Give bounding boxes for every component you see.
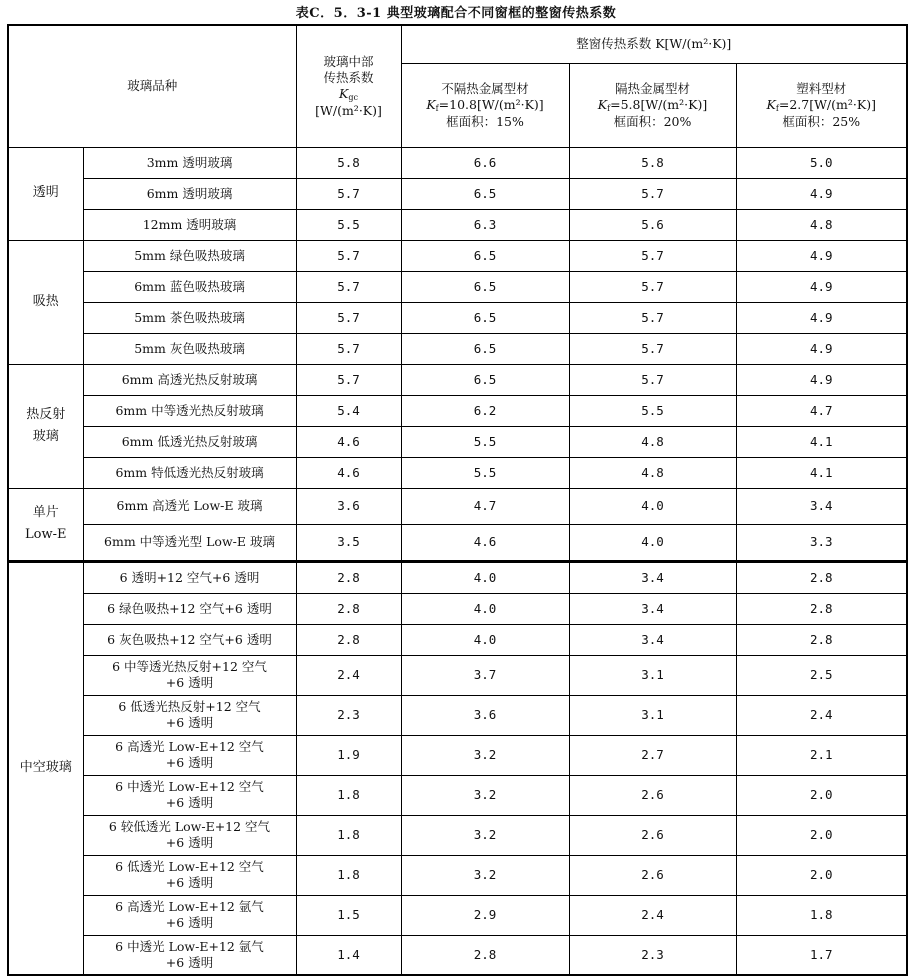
header-glass-type: 玻璃品种	[8, 25, 296, 147]
glass-name: 6 绿色吸热+12 空气+6 透明	[83, 593, 296, 624]
value-cell: 2.1	[736, 735, 907, 775]
value-cell: 4.9	[736, 271, 907, 302]
value-cell: 3.2	[401, 735, 569, 775]
value-cell: 4.0	[401, 562, 569, 593]
value-cell: 2.0	[736, 815, 907, 855]
glass-name: 6mm 中等透光型 Low-E 玻璃	[83, 524, 296, 561]
value-cell: 4.1	[736, 457, 907, 488]
value-cell: 1.8	[296, 815, 401, 855]
table-row	[8, 524, 907, 561]
value-cell: 2.4	[569, 895, 736, 935]
value-cell: 5.4	[296, 395, 401, 426]
value-cell: 2.5	[736, 655, 907, 695]
value-cell: 4.7	[736, 395, 907, 426]
value-cell: 2.4	[296, 655, 401, 695]
glass-name: 6 高透光 Low-E+12 氩气 +6 透明	[83, 895, 296, 935]
value-cell: 4.8	[569, 457, 736, 488]
glass-name: 6 低透光热反射+12 空气 +6 透明	[83, 695, 296, 735]
value-cell: 4.8	[736, 209, 907, 240]
value-cell: 5.7	[296, 302, 401, 333]
table-row	[8, 488, 907, 524]
table-row	[8, 855, 907, 895]
value-cell: 2.6	[569, 855, 736, 895]
value-cell: 2.7	[569, 735, 736, 775]
group-label-single-lowe: 单片 Low-E	[8, 488, 83, 561]
value-cell: 5.5	[569, 395, 736, 426]
value-cell: 3.1	[569, 655, 736, 695]
glass-name: 6 高透光 Low-E+12 空气 +6 透明	[83, 735, 296, 775]
table-row	[8, 240, 907, 271]
value-cell: 1.9	[296, 735, 401, 775]
table-row	[8, 593, 907, 624]
glass-name: 6 透明+12 空气+6 透明	[83, 562, 296, 593]
table-row	[8, 395, 907, 426]
table-row	[8, 624, 907, 655]
value-cell: 5.7	[569, 302, 736, 333]
value-cell: 1.8	[296, 775, 401, 815]
value-cell: 2.0	[736, 775, 907, 815]
value-cell: 4.9	[736, 364, 907, 395]
value-cell: 6.5	[401, 333, 569, 364]
value-cell: 2.6	[569, 815, 736, 855]
value-cell: 6.5	[401, 302, 569, 333]
value-cell: 2.9	[401, 895, 569, 935]
value-cell: 6.5	[401, 178, 569, 209]
value-cell: 4.0	[569, 488, 736, 524]
value-cell: 3.6	[401, 695, 569, 735]
table-row	[8, 271, 907, 302]
value-cell: 5.5	[296, 209, 401, 240]
value-cell: 4.9	[736, 333, 907, 364]
table-row	[8, 457, 907, 488]
value-cell: 5.7	[296, 333, 401, 364]
value-cell: 5.0	[736, 147, 907, 178]
value-cell: 1.8	[736, 895, 907, 935]
table-row	[8, 333, 907, 364]
glass-name: 3mm 透明玻璃	[83, 147, 296, 178]
value-cell: 4.7	[401, 488, 569, 524]
value-cell: 6.2	[401, 395, 569, 426]
value-cell: 4.0	[401, 593, 569, 624]
value-cell: 4.9	[736, 302, 907, 333]
glass-name: 6mm 蓝色吸热玻璃	[83, 271, 296, 302]
value-cell: 2.8	[296, 593, 401, 624]
glass-name: 6 灰色吸热+12 空气+6 透明	[83, 624, 296, 655]
table-row	[8, 695, 907, 735]
value-cell: 5.5	[401, 426, 569, 457]
value-cell: 1.4	[296, 935, 401, 975]
glass-name: 6mm 低透光热反射玻璃	[83, 426, 296, 457]
value-cell: 3.2	[401, 855, 569, 895]
value-cell: 5.5	[401, 457, 569, 488]
value-cell: 4.9	[736, 240, 907, 271]
glass-name: 6 低透光 Low-E+12 空气 +6 透明	[83, 855, 296, 895]
group-label-insulated: 中空玻璃	[8, 562, 83, 975]
group-label-reflective: 热反射 玻璃	[8, 364, 83, 488]
value-cell: 4.6	[401, 524, 569, 561]
group-label-absorbing: 吸热	[8, 240, 83, 364]
table-row	[8, 302, 907, 333]
value-cell: 3.7	[401, 655, 569, 695]
header-center-k: 玻璃中部 传热系数 $K_{gc}$ [W/(m²·K)]	[296, 25, 401, 147]
value-cell: 5.7	[296, 364, 401, 395]
glass-name: 6mm 特低透光热反射玻璃	[83, 457, 296, 488]
value-cell: 2.8	[401, 935, 569, 975]
value-cell: 5.7	[296, 178, 401, 209]
glass-name: 6 较低透光 Low-E+12 空气 +6 透明	[83, 815, 296, 855]
value-cell: 5.8	[296, 147, 401, 178]
table-row	[8, 209, 907, 240]
value-cell: 5.7	[296, 240, 401, 271]
glass-name: 6 中透光 Low-E+12 氩气 +6 透明	[83, 935, 296, 975]
k-value-table-insulated	[7, 561, 908, 976]
table-row	[8, 735, 907, 775]
value-cell: 3.2	[401, 775, 569, 815]
value-cell: 3.1	[569, 695, 736, 735]
value-cell: 6.5	[401, 364, 569, 395]
value-cell: 4.0	[569, 524, 736, 561]
value-cell: 5.7	[569, 333, 736, 364]
value-cell: 5.7	[569, 178, 736, 209]
table-row	[8, 364, 907, 395]
value-cell: 2.6	[569, 775, 736, 815]
value-cell: 3.4	[569, 562, 736, 593]
group-label-clear: 透明	[8, 147, 83, 240]
value-cell: 1.7	[736, 935, 907, 975]
value-cell: 6.5	[401, 271, 569, 302]
table-row	[8, 426, 907, 457]
glass-name: 12mm 透明玻璃	[83, 209, 296, 240]
glass-name: 6 中透光 Low-E+12 空气 +6 透明	[83, 775, 296, 815]
value-cell: 5.6	[569, 209, 736, 240]
value-cell: 4.9	[736, 178, 907, 209]
glass-name: 6mm 中等透光热反射玻璃	[83, 395, 296, 426]
glass-name: 6mm 透明玻璃	[83, 178, 296, 209]
header-frame-2: 塑料型材 $K_f=2.7[W/(m^2\cdot K)]$ 框面积：25%	[736, 63, 907, 147]
table-row	[8, 655, 907, 695]
value-cell: 6.6	[401, 147, 569, 178]
value-cell: 5.7	[296, 271, 401, 302]
value-cell: 2.8	[736, 593, 907, 624]
glass-name: 6mm 高透光 Low-E 玻璃	[83, 488, 296, 524]
value-cell: 2.4	[736, 695, 907, 735]
value-cell: 3.4	[569, 624, 736, 655]
table-row	[8, 935, 907, 975]
glass-name: 5mm 绿色吸热玻璃	[83, 240, 296, 271]
value-cell: 2.0	[736, 855, 907, 895]
value-cell: 3.5	[296, 524, 401, 561]
value-cell: 4.0	[401, 624, 569, 655]
header-frame-0: 不隔热金属型材 $K_f=10.8[W/(m^2\cdot K)]$ 框面积：15%	[401, 63, 569, 147]
table-row	[8, 178, 907, 209]
table-row	[8, 147, 907, 178]
value-cell: 1.5	[296, 895, 401, 935]
value-cell: 2.8	[296, 624, 401, 655]
value-cell: 6.3	[401, 209, 569, 240]
header-window-k: 整窗传热系数 K[W/(m²·K)]	[401, 25, 907, 63]
value-cell: 3.4	[569, 593, 736, 624]
value-cell: 4.8	[569, 426, 736, 457]
value-cell: 2.8	[296, 562, 401, 593]
value-cell: 4.6	[296, 457, 401, 488]
table-row	[8, 895, 907, 935]
value-cell: 1.8	[296, 855, 401, 895]
table-row	[8, 562, 907, 593]
glass-name: 6 中等透光热反射+12 空气 +6 透明	[83, 655, 296, 695]
table-row	[8, 775, 907, 815]
value-cell: 5.7	[569, 364, 736, 395]
value-cell: 5.8	[569, 147, 736, 178]
value-cell: 5.7	[569, 240, 736, 271]
value-cell: 2.3	[569, 935, 736, 975]
glass-name: 5mm 灰色吸热玻璃	[83, 333, 296, 364]
value-cell: 3.3	[736, 524, 907, 561]
glass-name: 6mm 高透光热反射玻璃	[83, 364, 296, 395]
glass-name: 5mm 茶色吸热玻璃	[83, 302, 296, 333]
header-frame-1: 隔热金属型材 $K_f=5.8[W/(m^2\cdot K)]$ 框面积：20%	[569, 63, 736, 147]
value-cell: 2.3	[296, 695, 401, 735]
value-cell: 4.6	[296, 426, 401, 457]
value-cell: 6.5	[401, 240, 569, 271]
value-cell: 4.1	[736, 426, 907, 457]
table-title: 表C．5．3-1 典型玻璃配合不同窗框的整窗传热系数	[295, 6, 617, 21]
value-cell: 3.2	[401, 815, 569, 855]
value-cell: 2.8	[736, 624, 907, 655]
value-cell: 3.6	[296, 488, 401, 524]
value-cell: 5.7	[569, 271, 736, 302]
table-row	[8, 815, 907, 855]
value-cell: 3.4	[736, 488, 907, 524]
value-cell: 2.8	[736, 562, 907, 593]
k-value-table-upper	[7, 24, 908, 562]
